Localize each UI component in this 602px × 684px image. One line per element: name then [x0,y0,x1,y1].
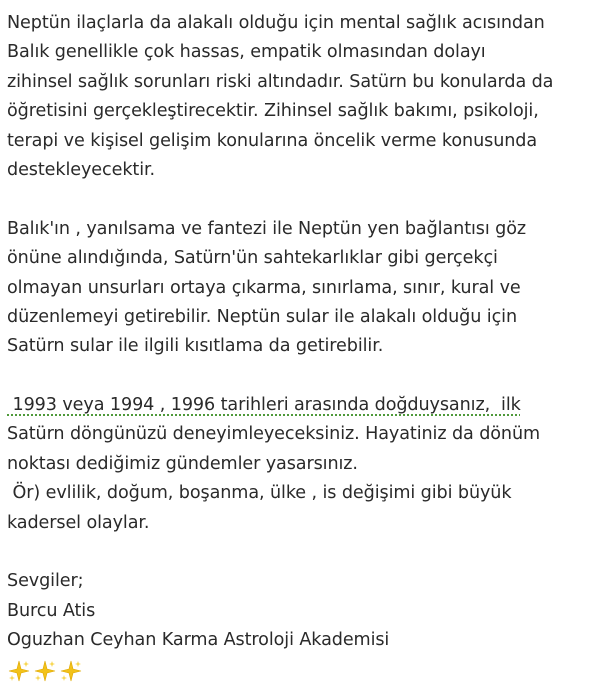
text-line: olmayan unsurları ortaya çıkarma, sınırlama, sınır, kural ve [7,277,521,298]
text-line: Ör) evlilik, doğum, boşanma, ülke , is değişimi gibi büyük [7,483,512,504]
sparkles-emoji-row [7,658,597,684]
signature-organization: Oguzhan Ceyhan Karma Astroloji Akademisi [7,630,390,651]
sparkles-icon [33,659,57,683]
text-line: Satürn sular ile ilgili kısıtlama da getirebilir. [7,336,384,357]
signature-block [7,567,597,655]
document-body [7,9,597,684]
signature-author: Burcu Atis [7,600,96,621]
text-line: zihinsel sağlık sorunları riski altındadır. Satürn bu konularda da [7,71,554,92]
text-line: kadersel olaylar. [7,512,150,533]
signature-greeting: Sevgiler; [7,571,84,592]
text-line: düzenlemeyi getirebilir. Neptün sular ile alakalı olduğu için [7,306,517,327]
paragraph-gap [7,185,597,214]
text-line: Balık genellikle çok hassas, empatik olmasından dolayı [7,42,486,63]
text-line: terapi ve kişisel gelişim konularına öncelik verme konusunda [7,130,538,151]
paragraph-saturn-mental-health [7,9,597,185]
text-line: Satürn döngünüzü deneyimleyeceksiniz. Hayatiniz da dönüm [7,424,541,445]
sparkles-icon [59,659,83,683]
highlighted-text-line[interactable]: 1993 veya 1994 , 1996 tarihleri arasında doğduysanız, ilk [7,395,521,416]
text-line: destekleyecektir. [7,159,156,180]
sparkles-icon [7,659,31,683]
text-line: önüne alındığında, Satürn'ün sahtekarlıklar gibi gerçekçi [7,248,498,269]
paragraph-birth-years [7,391,597,538]
text-line: öğretisini gerçekleştirecektir. Zihinsel sağlık bakımı, psikoloji, [7,101,539,122]
paragraph-gap [7,362,597,391]
text-line: noktası dediğimiz gündemler yasarsınız. [7,453,358,474]
paragraph-gap [7,538,597,567]
text-line: Neptün ilaçlarla da alakalı olduğu için mental sağlık acısından [7,13,545,33]
text-line: Balık'ın , yanılsama ve fantezi ile Neptün yen bağlantısı göz [7,218,526,239]
paragraph-pisces-neptune [7,215,597,362]
